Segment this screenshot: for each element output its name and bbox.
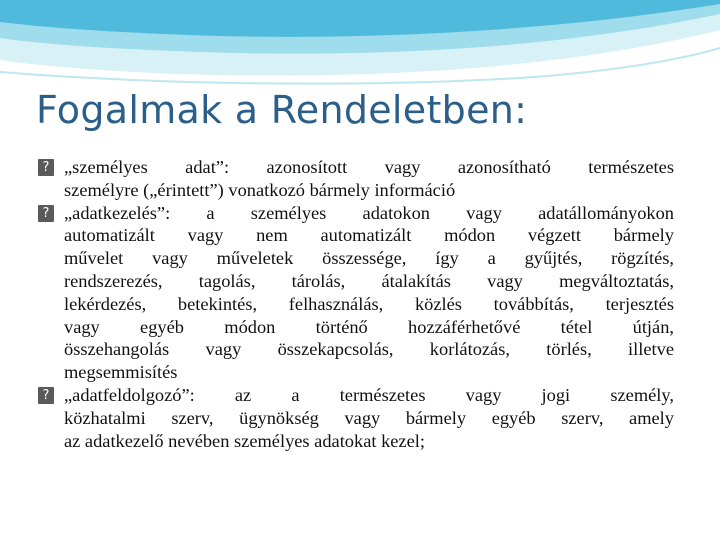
- text-line: vagy egyéb módon történő hozzáférhetővé tétel útján,: [64, 316, 674, 337]
- text-line: személyre („érintett”) vonatkozó bármely információ: [64, 179, 456, 200]
- slide-title: Fogalmak a Rendeletben:: [36, 88, 528, 132]
- text-line: „személyes adat”: azonosított vagy azonosítható természetes: [64, 157, 674, 177]
- text-line: közhatalmi szerv, ügynökség vagy bármely egyéb szerv, amely: [64, 407, 674, 428]
- definition-item-szemelyes-adat: [38, 156, 674, 202]
- text-line: automatizált vagy nem automatizált módon végzett bármely: [64, 225, 674, 246]
- text-line: összehangolás vagy összekapcsolás, korlátozás, törlés, illetve: [64, 339, 674, 360]
- missing-glyph-bullet-icon: ?: [38, 205, 54, 222]
- text-line: rendszerezés, tagolás, tárolás, átalakítás vagy megváltoztatás,: [64, 270, 674, 291]
- definition-item-adatkezeles: [38, 202, 674, 384]
- missing-glyph-bullet-icon: ?: [38, 387, 54, 404]
- text-line: „adatkezelés”: a személyes adatokon vagy adatállományokon: [64, 202, 674, 223]
- definition-item-adatfeldolgozo: [38, 384, 674, 452]
- definition-list: [38, 156, 674, 452]
- missing-glyph-bullet-icon: ?: [38, 159, 54, 176]
- text-line: az adatkezelő nevében személyes adatokat kezel;: [64, 430, 425, 451]
- text-line: művelet vagy műveletek összessége, így a gyűjtés, rögzítés,: [64, 248, 674, 269]
- text-line: megsemmisítés: [64, 362, 178, 383]
- text-line: lekérdezés, betekintés, felhasználás, közlés továbbítás, terjesztés: [64, 293, 674, 314]
- text-line: „adatfeldolgozó”: az a természetes vagy jogi személy,: [64, 384, 674, 405]
